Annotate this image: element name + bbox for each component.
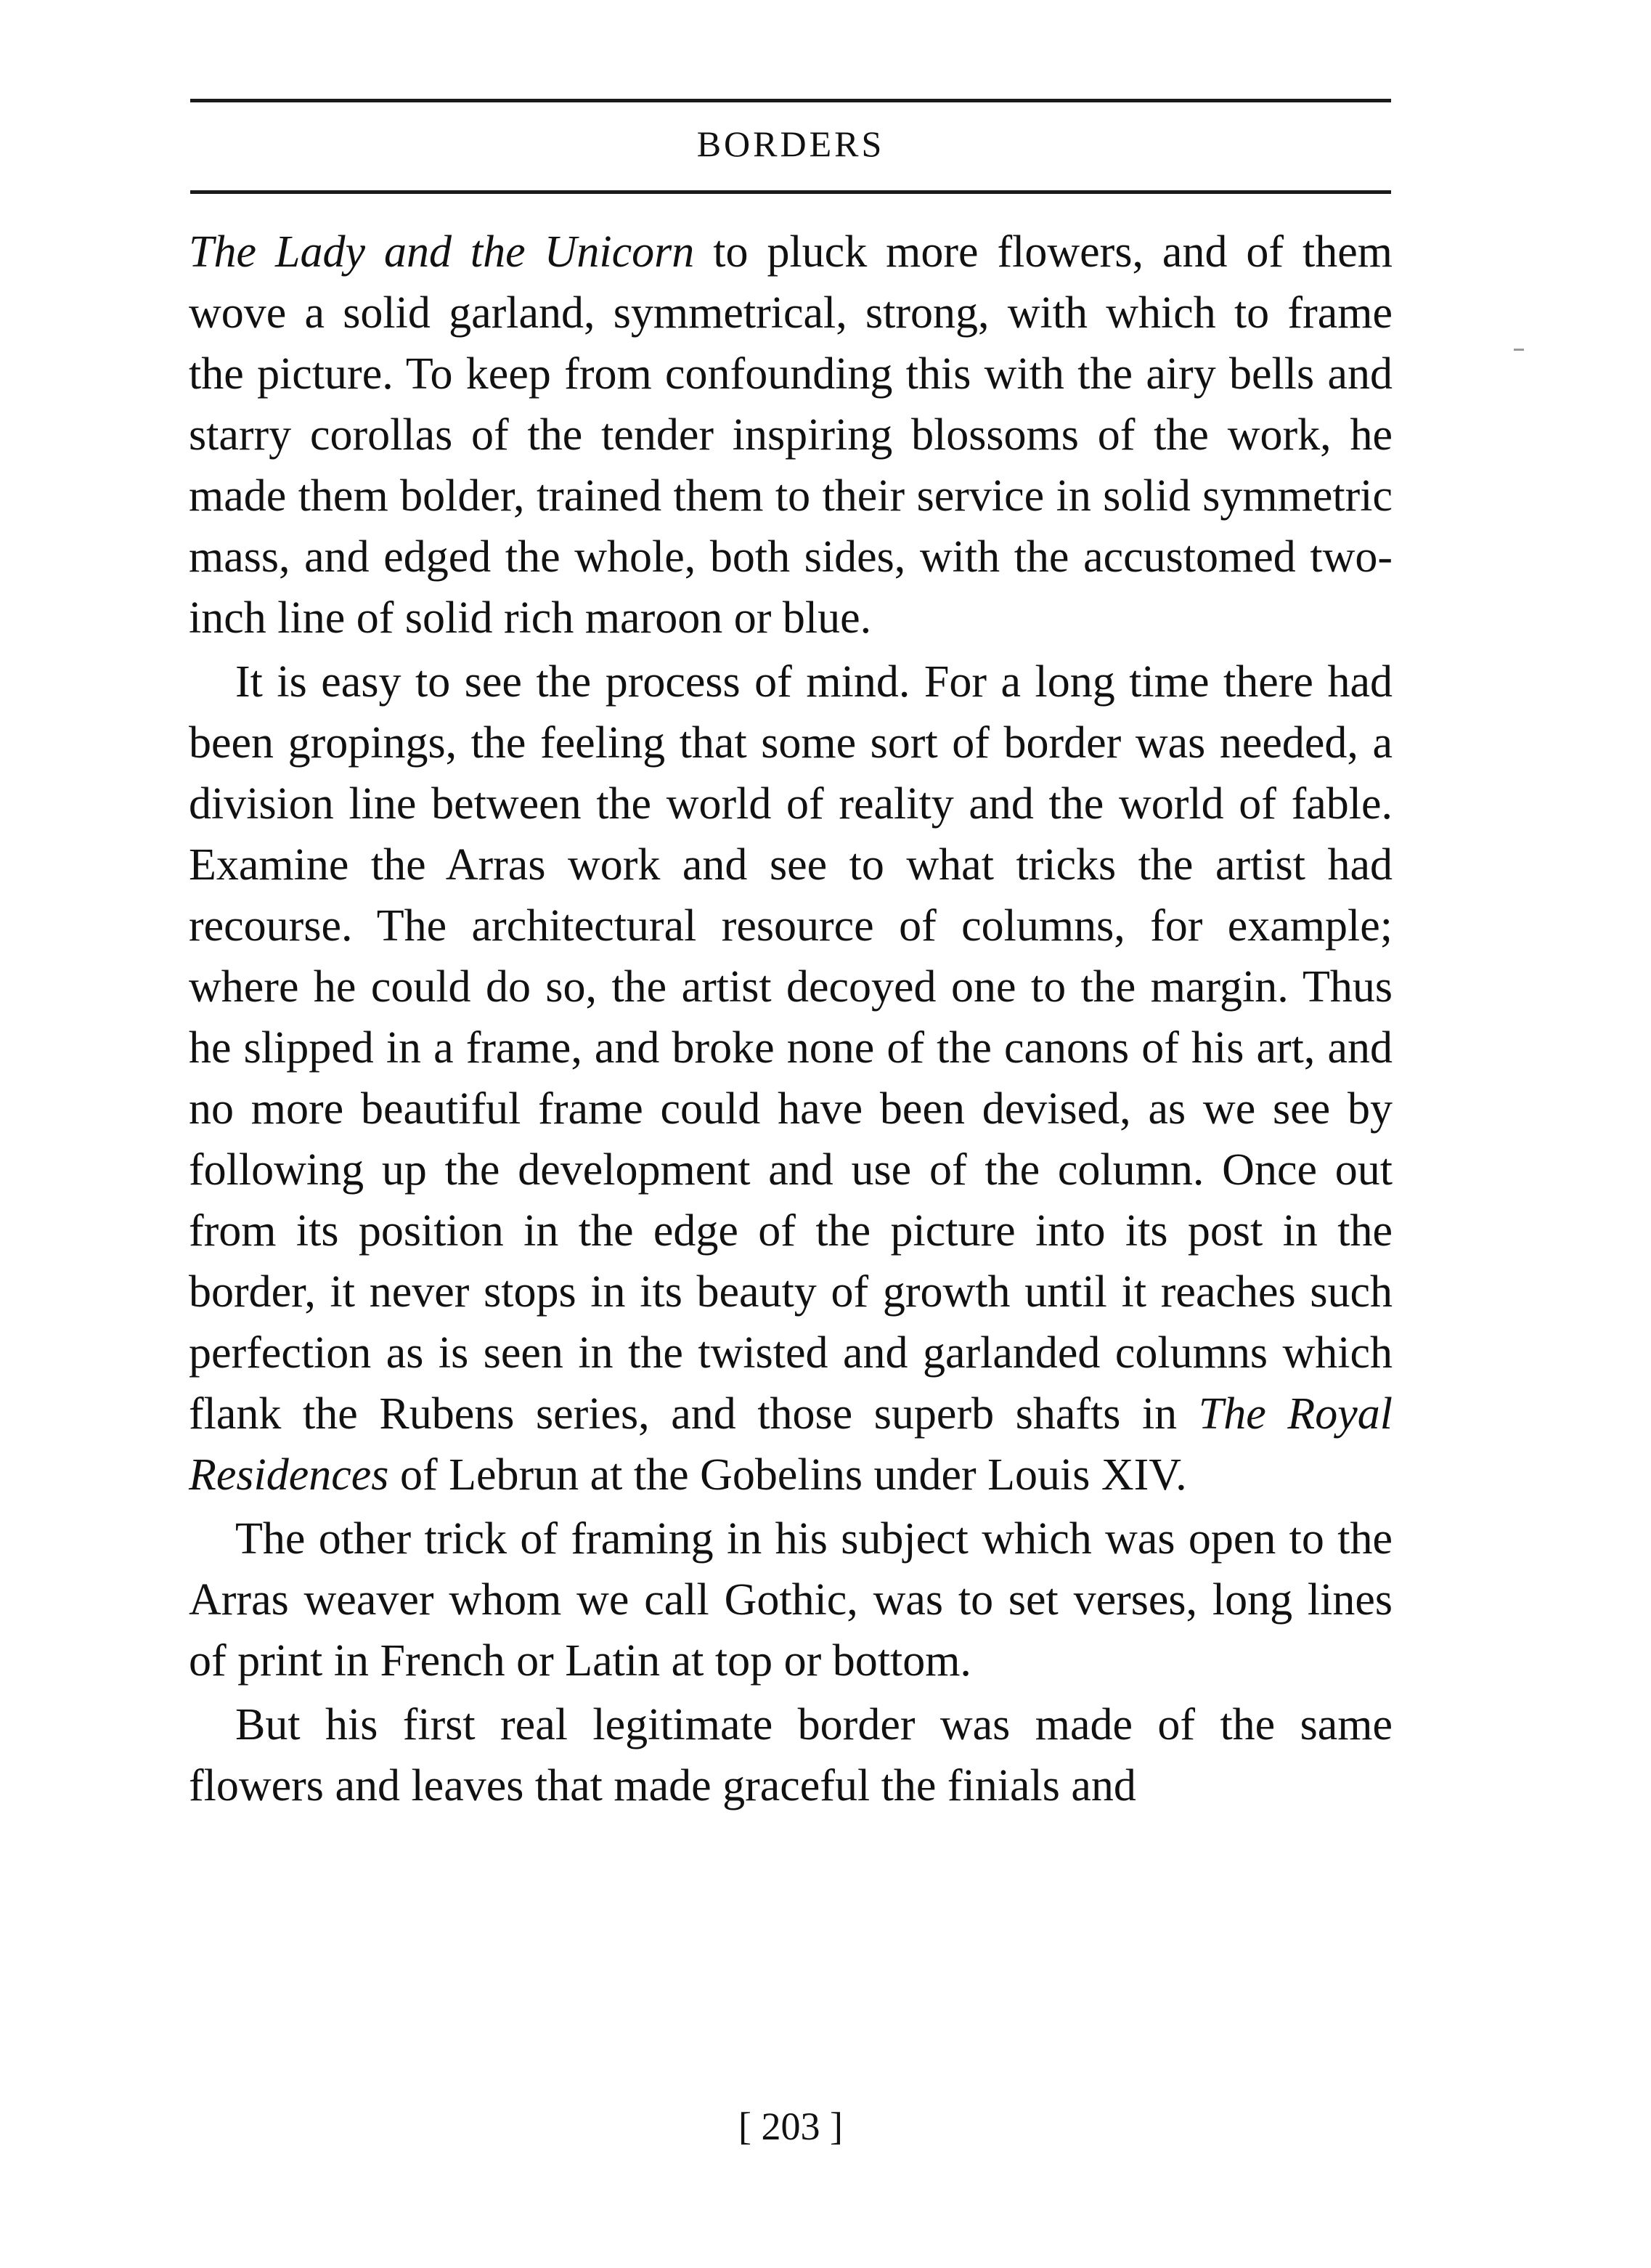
top-rule <box>190 99 1391 102</box>
italic-title-royal-residences: The Royal Residences <box>189 1389 1393 1500</box>
paragraph-4 <box>189 1694 1393 1816</box>
paragraph-2 <box>189 651 1393 1505</box>
paragraph-4-text: But his first real legitimate border was made of the same flowers and leaves that made graceful the finials and <box>189 1700 1393 1810</box>
paragraph-1-text: to pluck more flowers, and of them wove a solid garland, symmetrical, strong, with which to frame the picture. To keep from confounding this with the airy bells and starry corollas of the tender inspiring blossoms of the work, he made them bolder, trained them to their service in solid symmetric mass, and edged the whole, both sides, with the accustomed two-inch line of solid rich maroon or blue. <box>189 227 1393 643</box>
paragraph-3-text: The other trick of framing in his subject which was open to the Arras weaver whom we call Gothic, was to set verses, long lines of print in French or Latin at top or bottom. <box>189 1514 1393 1686</box>
paragraph-1 <box>189 221 1393 649</box>
paragraph-2-text-b: of Lebrun at the Gobelins under Louis XIV. <box>388 1450 1187 1500</box>
page-number: [ 203 ] <box>738 2105 843 2148</box>
body-text <box>189 221 1393 1816</box>
header-underline-rule <box>190 190 1391 194</box>
margin-speck <box>1514 349 1524 351</box>
running-head: BORDERS <box>696 123 885 164</box>
paragraph-2-text-a: It is easy to see the process of mind. For a long time there had been gropings, the feeling that some sort of border was needed, a division line between the world of reality and the world of fable. Examine the Arras work and see to what tricks the artist had recourse. The architectural resource of columns, for example; where he could do so, the artist decoyed one to the margin. Thus he slipped in a frame, and broke none of the canons of his art, and no more beautiful frame could have been devised, as we see by following up the development and use of the column. Once out from its position in the edge of the picture into its post in the border, it never stops in its beauty of growth until it reaches such perfection as is seen in the twisted and garlanded columns which flank the Rubens series, and those superb shafts in <box>189 657 1393 1439</box>
italic-title-lady-and-unicorn: The Lady and the Unicorn <box>189 227 695 277</box>
paragraph-3 <box>189 1508 1393 1691</box>
